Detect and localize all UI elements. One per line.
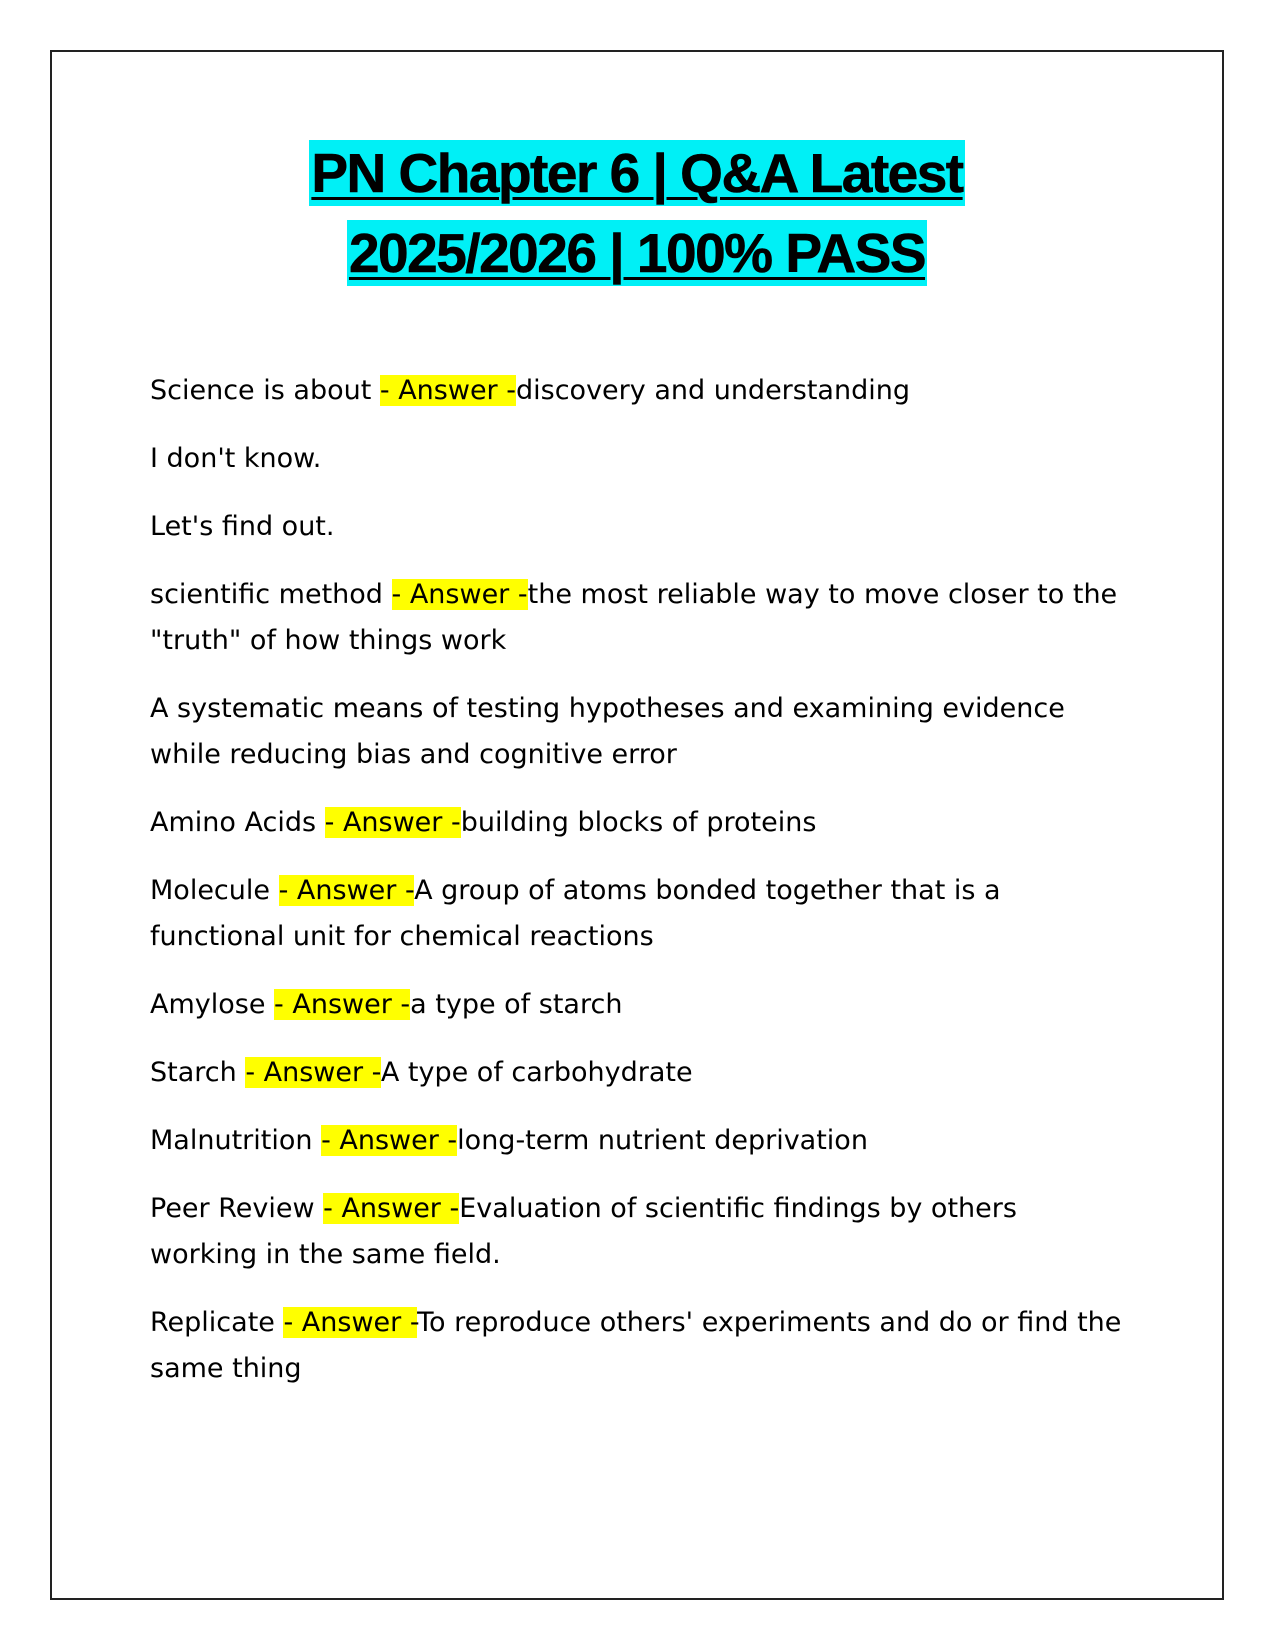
qa-answer: Evaluation of scientific findings by others working in the same field. [150,1193,1017,1270]
title-line-1: PN Chapter 6 | Q&A Latest [311,142,963,204]
answer-separator: - Answer - [391,579,528,610]
answer-separator: - Answer - [324,807,461,838]
text-paragraph: Let's find out. [150,511,335,542]
qa-term: Replicate [150,1307,284,1338]
qa-term: Amylose [150,989,275,1020]
answer-separator: - Answer - [321,1125,458,1156]
answer-separator: - Answer - [323,1193,460,1224]
qa-answer: To reproduce others' experiments and do or find the same thing [150,1307,1122,1384]
qa-term: Peer Review [150,1193,324,1224]
answer-separator: - Answer - [379,375,516,406]
text-paragraph: A systematic means of testing hypotheses and examining evidence while reducing bias and cognitive error [150,693,1065,770]
answer-separator: - Answer - [278,875,415,906]
qa-term: Molecule [150,875,279,906]
qa-term: Malnutrition [150,1125,322,1156]
qa-term: Amino Acids [150,807,325,838]
qa-list [150,368,1130,1414]
qa-item [150,1050,1130,1096]
qa-answer: A group of atoms bonded together that is a functional unit for chemical reactions [150,875,1001,952]
title-line-2: 2025/2026 | 100% PASS [348,222,926,284]
qa-item [150,1300,1130,1392]
qa-item [150,868,1130,960]
qa-answer: the most reliable way to move closer to the "truth" of how things work [150,579,1118,656]
qa-item [150,982,1130,1028]
text-paragraph: I don't know. [150,443,322,474]
qa-term: Starch [150,1057,246,1088]
qa-term: Science is about [150,375,380,406]
qa-answer: A type of carbohydrate [380,1057,693,1088]
qa-item [150,368,1130,414]
qa-item [150,572,1130,664]
qa-answer: a type of starch [410,989,623,1020]
qa-term: scientific method [150,579,392,610]
qa-item [150,1186,1130,1278]
document-title [52,140,1222,300]
qa-item [150,800,1130,846]
qa-answer: long-term nutrient deprivation [457,1125,868,1156]
qa-answer: building blocks of proteins [460,807,817,838]
answer-separator: - Answer - [245,1057,381,1088]
qa-item [150,1118,1130,1164]
answer-separator: - Answer - [274,989,411,1020]
answer-separator: - Answer - [283,1307,418,1338]
qa-answer: discovery and understanding [516,375,910,406]
